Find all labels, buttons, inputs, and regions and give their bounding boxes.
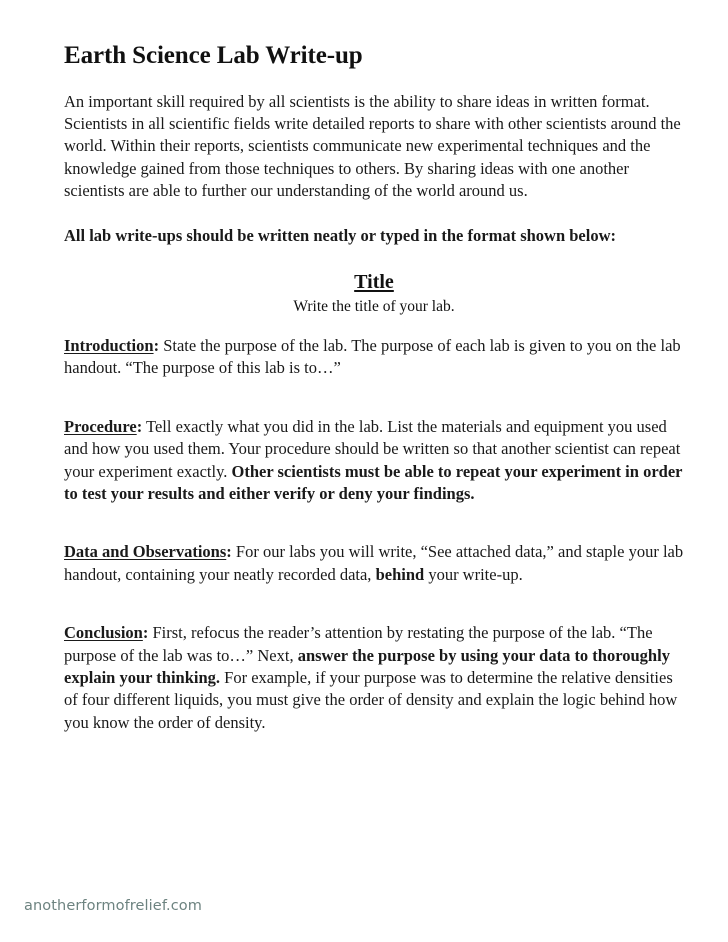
- section-conclusion-text: First, refocus the reader’s attention by restating the purpose of the lab. “The purpose of the lab was to…” Next,: [64, 623, 653, 665]
- title-section-instruction: Write the title of your lab.: [293, 297, 455, 315]
- section-introduction-text: State the purpose of the lab. The purpose of each lab is given to you on the lab handout. “The purpose of this lab is to…”: [64, 335, 681, 378]
- section-conclusion: [64, 586, 684, 734]
- section-introduction-heading: Introduction: [64, 335, 154, 355]
- title-section: [64, 247, 684, 317]
- title-section-heading: Title: [354, 270, 394, 293]
- section-data-observations-colon: :: [226, 542, 232, 562]
- section-procedure-colon: :: [136, 416, 143, 436]
- section-procedure: [64, 380, 684, 506]
- section-data-observations: [64, 505, 684, 586]
- section-data-observations-bold: behind: [375, 564, 425, 584]
- section-data-observations-text: For our labs you will write, “See attached data,” and staple your lab handout, containing your neatly recorded data,: [64, 542, 684, 584]
- page-title: Earth Science Lab Write-up: [64, 42, 363, 69]
- section-procedure-text: Tell exactly what you did in the lab. List the materials and equipment you used and how you used them. Your procedure should be written so that another scientist can repeat your experiment exactly.: [64, 416, 681, 481]
- section-conclusion-bold: answer the purpose by using your data to thoroughly explain your thinking.: [64, 645, 670, 687]
- section-data-observations-heading: Data and Observations: [64, 542, 227, 562]
- section-conclusion-text-tail: For example, if your purpose was to determine the relative densities of four different liquids, you must give the order of density and explain the logic behind how you know the order of density.: [64, 668, 678, 732]
- section-procedure-heading: Procedure: [64, 416, 137, 436]
- document-content: [64, 0, 684, 734]
- format-instruction-note: All lab write-ups should be written neatly or typed in the format shown below:: [64, 225, 617, 245]
- intro-paragraph: An important skill required by all scientists is the ability to share ideas in written format. Scientists in all scientific fields write detailed reports to share with other scientists around the world. Within their reports, scientists communicate new experimental techniques and the knowledge gained from those techniques to others. By sharing ideas with one another scientists are able to further our understanding of the world around us.: [64, 91, 681, 201]
- section-introduction: [64, 317, 684, 380]
- site-watermark: anotherformofrelief.com: [24, 898, 202, 914]
- section-procedure-bold: Other scientists must be able to repeat your experiment in order to test your results and either verify or deny your findings.: [64, 461, 683, 503]
- section-conclusion-colon: :: [142, 623, 149, 643]
- section-conclusion-heading: Conclusion: [64, 623, 143, 643]
- section-data-observations-text-tail: your write-up.: [424, 564, 523, 584]
- section-introduction-colon: :: [153, 335, 160, 355]
